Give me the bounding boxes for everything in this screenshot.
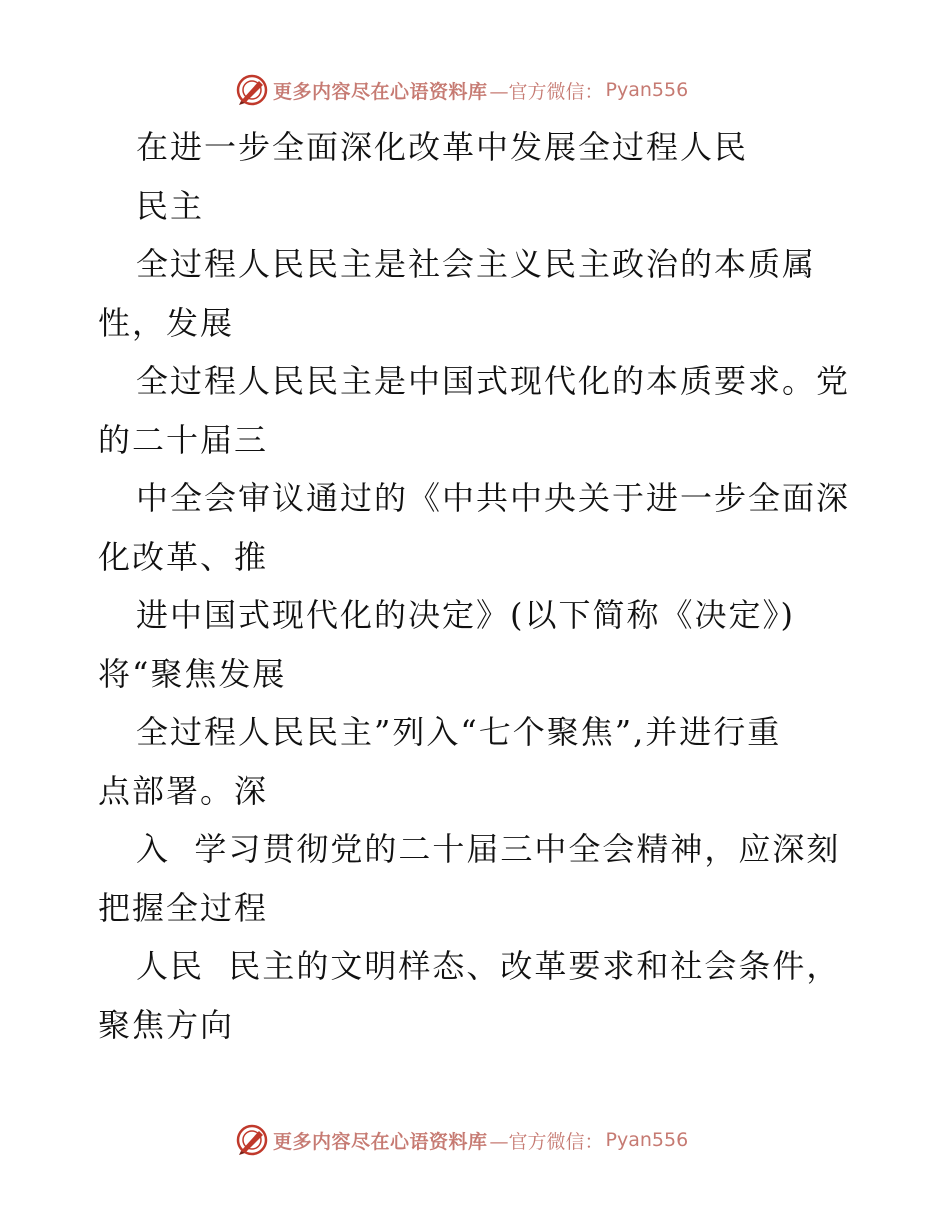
body-line: 聚焦方向 <box>98 1005 235 1044</box>
pen-logo-icon <box>235 73 269 107</box>
body-line: 把握全过程 <box>98 888 269 927</box>
body-line: 全过程人民民主是社会主义民主政治的本质属 <box>136 245 817 283</box>
footer-brand-sub: —官方微信： <box>489 1130 604 1153</box>
body-line: 全过程人民民主是中国式现代化的本质要求。党 <box>136 362 851 400</box>
body-line: 性，发展 <box>98 303 235 342</box>
body-line: 入 学习贯彻党的二十届三中全会精神，应深刻 <box>136 830 841 868</box>
body-line: 人民 民主的文明样态、改革要求和社会条件， <box>136 947 841 985</box>
body-line: 在进一步全面深化改革中发展全过程人民 <box>136 128 749 166</box>
header-brand-text: 更多内容尽在心语资料库 <box>273 80 488 103</box>
body-line: 化改革、推 <box>98 537 269 576</box>
footer-brand-id: Pyan556 <box>605 1129 689 1151</box>
header-brand-id: Pyan556 <box>605 79 689 101</box>
pen-logo-icon <box>235 1123 269 1157</box>
body-line: 的二十届三 <box>98 420 269 459</box>
body-line: 民主 <box>136 186 205 225</box>
header-brand-sub: —官方微信： <box>489 80 604 103</box>
header-watermark <box>235 72 688 108</box>
body-line: 进中国式现代化的决定》(以下简称《决定》) <box>136 596 795 634</box>
footer-watermark <box>235 1122 688 1158</box>
document-body <box>98 118 858 1054</box>
body-line: 中全会审议通过的《中共中央关于进一步全面深 <box>136 479 851 517</box>
body-line: 点部署。深 <box>98 771 269 810</box>
body-line: 全过程人民民主”列入“七个聚焦”,并进行重 <box>136 713 782 751</box>
footer-brand-text: 更多内容尽在心语资料库 <box>273 1130 488 1153</box>
body-line: 将“聚焦发展 <box>98 654 287 693</box>
